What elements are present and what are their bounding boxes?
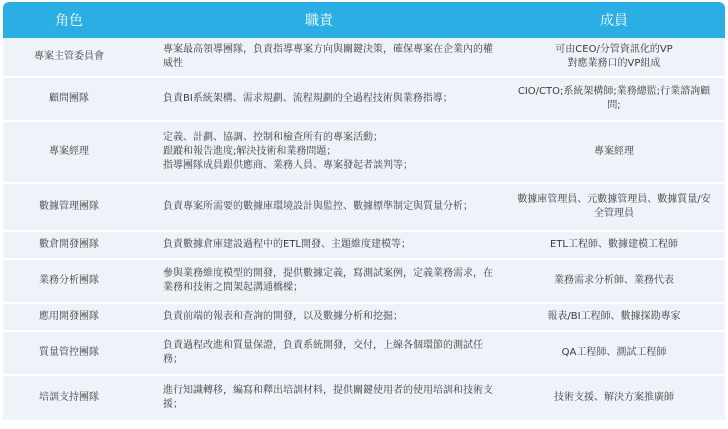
duty-cell: 負責專案所需要的數據庫環境設計與監控、數據標準制定與質量分析； [135,184,503,232]
table-row [3,376,725,422]
table-row [3,232,725,260]
duty-line: 跟蹤和報告進度;解決技術和業務問題； [163,146,337,157]
member-cell [503,38,725,78]
duty-cell: 進行知識轉移，編寫和釋出培訓材料，提供關鍵使用者的使用培訓和技術支援； [135,376,503,422]
header-role: 角色 [3,2,135,38]
duty-line: 定義、計劃、協調、控制和檢查所有的專案活動； [163,132,383,143]
role-cell: 應用開發團隊 [3,304,135,332]
header-duty: 職責 [135,2,503,38]
duty-line: 指導團隊成員跟供應商、業務人員、專案發起者談判等； [163,160,413,171]
role-cell: 數倉開發團隊 [3,232,135,260]
member-cell [503,122,725,184]
table-row [3,304,725,332]
role-cell: 顧問團隊 [3,78,135,122]
role-cell: 數據管理團隊 [3,184,135,232]
member-cell [503,78,725,122]
duty-cell: 負責BI系統架構、需求規劃、流程規劃的全過程技術與業務指導； [135,78,503,122]
member-line: 業務需求分析師、業務代表 [554,275,674,286]
duty-cell [135,122,503,184]
roles-table-container [3,2,725,422]
table-row [3,184,725,232]
member-line: ETL工程師、數據建模工程師 [550,239,678,250]
member-cell [503,232,725,260]
duty-cell: 負責數據倉庫建設過程中的ETL開發、主題維度建模等； [135,232,503,260]
role-cell: 業務分析團隊 [3,260,135,304]
table-row [3,78,725,122]
table-row [3,122,725,184]
member-cell [503,184,725,232]
role-cell: 質量管控團隊 [3,332,135,376]
duty-cell: 負責過程改進和質量保證，負責系統開發，交付，上線各個環節的測試任務； [135,332,503,376]
member-line: 報表/BI工程師、數據探勘專家 [547,311,681,322]
member-cell [503,376,725,422]
duty-cell: 專案最高領導團隊，負責指導專案方向與關鍵決策，確保專案在企業內的權威性 [135,38,503,78]
roles-table [3,2,725,422]
role-cell: 專案經理 [3,122,135,184]
duty-cell: 參與業務維度模型的開發，提供數據定義，寫測試案例，定義業務需求，在業務和技術之間架起溝通橋樑； [135,260,503,304]
member-cell [503,332,725,376]
member-cell [503,304,725,332]
member-line: 專案經理 [594,146,634,157]
member-line: 數據庫管理員、元數據管理員、數據質量/安全管理員 [517,194,711,219]
member-line: CIO/CTO;系統架構師;業務總監;行業諮詢顧問; [517,86,711,111]
table-row [3,260,725,304]
role-cell: 培訓支持團隊 [3,376,135,422]
table-row [3,332,725,376]
duty-cell: 負責前端的報表和查詢的開發，以及數據分析和挖掘； [135,304,503,332]
role-cell: 專案主管委員會 [3,38,135,78]
member-line: 可由CEO/分管資訊化的VP [555,44,673,55]
member-cell [503,260,725,304]
table-header-row [3,2,725,38]
member-line: QA工程師、測試工程師 [561,347,667,358]
member-line: 技術支援、解決方案推廣師 [554,392,674,403]
table-row [3,38,725,78]
header-member: 成員 [503,2,725,38]
member-line: 對應業務口的VP組成 [567,58,661,69]
